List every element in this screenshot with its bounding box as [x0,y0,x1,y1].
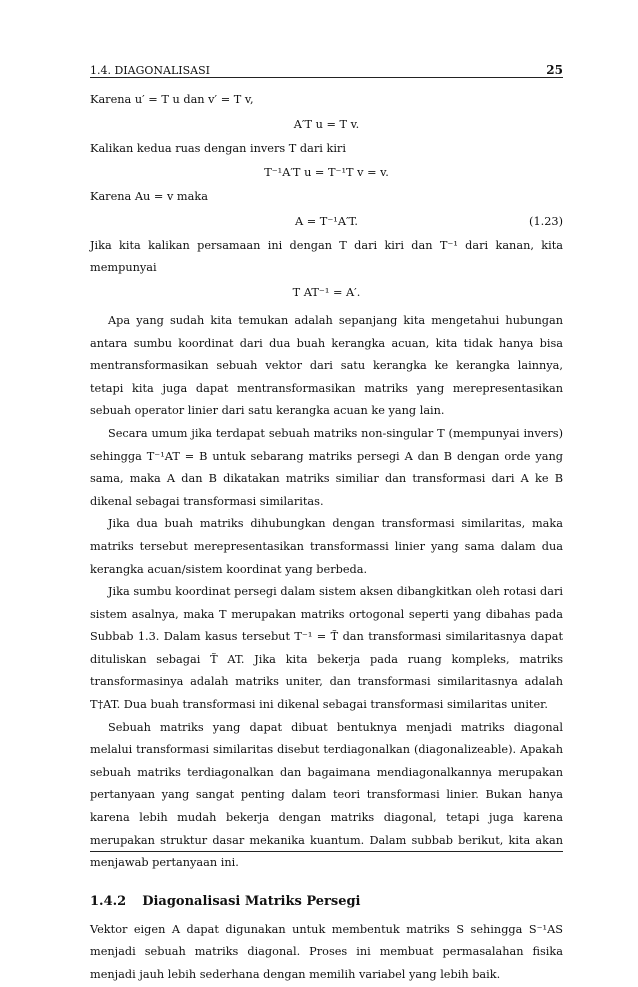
text-line-4: Jika kita kalikan persamaan ini dengan T dari kiri dan T⁻¹ dari kanan, kita mempunyai [90,238,563,275]
equation-4 [90,280,563,306]
paragraph-4: Jika sumbu koordinat persegi dalam sistem aksen dibangkitkan oleh rotasi dari sistem asalnya, maka T merupakan matriks ortogonal seperti yang dibahas pada Subbab 1.3. Dalam kasus tersebut T⁻¹ = T̃ dan transformasi similaritasnya dapat dituliskan sebagai T̃ AT. Jika kita bekerja pada ruang kompleks, matriks transformasinya adalah matriks uniter, dan transformasi similaritasnya adalah T†AT. Dua buah transformasi ini dikenal sebagai transformasi similaritas uniter. [90,585,563,712]
equation-3-text: A = T⁻¹A′T. [294,214,359,228]
text-line-2: Kalikan kedua ruas dengan invers T dari kiri [90,141,346,155]
paragraph-6: Vektor eigen A dapat digunakan untuk membentuk matriks S sehingga S⁻¹AS menjadi sebuah matriks diagonal. Proses ini membuat permasalahan fisika menjadi jauh lebih sederhana dengan memilih variabel yang lebih baik. [90,922,563,981]
section-title: Diagonalisasi Matriks Persegi [142,893,361,909]
running-header-title: 1.4. DIAGONALISASI [90,64,210,77]
equation-2 [90,160,563,186]
text-line-1: Karena u′ = T u dan v′ = T v, [90,93,254,106]
equation-number: (1.23) [529,214,563,228]
section-heading [90,891,563,913]
paragraph-2: Secara umum jika terdapat sebuah matriks non-singular T (mempunyai invers) sehingga T⁻¹AT = B untuk sebarang matriks persegi A dan B dengan orde yang sama, maka A dan B dikatakan matriks similiar dan transformasi dari A ke B dikenal sebagai transformasi similaritas. [90,426,563,508]
paragraph-1: Apa yang sudah kita temukan adalah sepanjang kita mengetahui hubungan antara sumbu koordinat dari dua buah kerangka acuan, kita tidak hanya bisa mentransformasikan sebuah vektor dari satu kerangka ke kerangka lainnya, tetapi kita juga dapat mentransformasikan matriks yang merepresentasikan sebuah operator linier dari satu kerangka acuan ke yang lain. [90,313,563,418]
text-line-3: Karena Au = v maka [90,190,208,204]
section-number: 1.4.2 [90,893,127,909]
equation-4-text: T AT⁻¹ = A′. [292,285,361,299]
paragraph-5: Sebuah matriks yang dapat dibuat bentuknya menjadi matriks diagonal melalui transformasi similaritas disebut terdiagonalkan (diagonalizeable). Apakah sebuah matriks terdiagonalkan dan bagaimana mendiagonalkannya merupakan pertanyaan yang sangat penting dalam teori transformasi linier. Bukan hanya karena lebih mudah bekerja dengan matriks diagonal, tetapi juga karena merupakan struktur dasar mekanika kuantum. Dalam subbab berikut, kita akan menjawab pertanyaan ini. [90,720,563,870]
page-number: 25 [546,63,563,77]
footer-rule [90,851,563,852]
equation-2-text: T⁻¹A′T u = T⁻¹T v = v. [264,166,389,180]
header-rule [90,77,563,78]
running-header [90,57,563,77]
equation-3 [90,209,563,235]
equation-1-text: A′T u = T v. [293,117,360,131]
paragraph-3: Jika dua buah matriks dihubungkan dengan transformasi similaritas, maka matriks tersebut merepresentasikan transformassi linier yang sama dalam dua kerangka acuan/sistem koordinat yang berbeda. [90,517,563,576]
equation-1 [90,112,563,138]
page [90,0,563,981]
